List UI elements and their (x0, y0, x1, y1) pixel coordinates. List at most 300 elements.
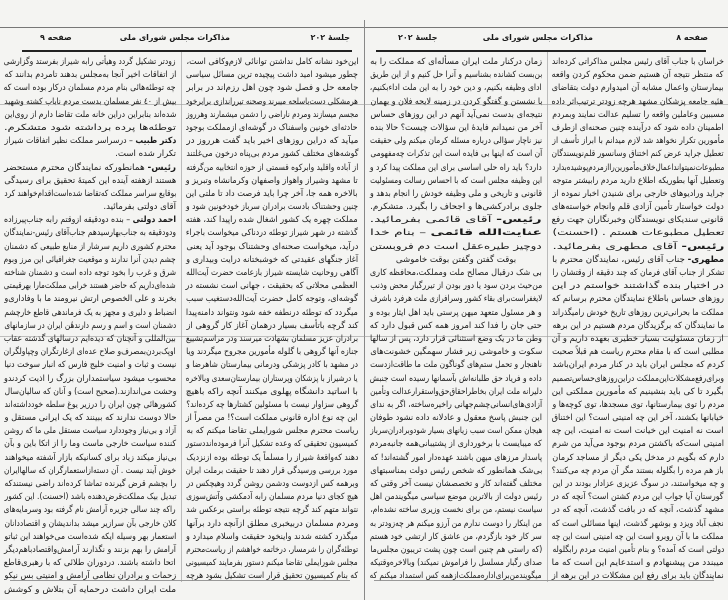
text-line (552, 570, 724, 583)
text-line (370, 109, 542, 122)
text-line (370, 491, 542, 504)
text-line (4, 504, 176, 517)
line-content: تشکر از جناب آقای فرمان که چند دقیقه از وقتشان را (551, 268, 724, 278)
text-line (552, 438, 724, 451)
line-content: دلیرانه ملت ایران بخاطراحقاق‌حق‌واستقرارعدالت وتأمین (370, 386, 542, 397)
line-content: جنازه آنها گروهی با گلوله مأمورین مجروح میگردند ویا (185, 347, 358, 358)
text-line (370, 69, 542, 82)
text-line (4, 241, 176, 254)
text-column-c (186, 56, 358, 584)
text-line (370, 267, 542, 280)
text-line (4, 320, 176, 333)
text-line (370, 346, 542, 359)
speech-text: بوقت گفتن وگفتن بوقت خاموشی (395, 254, 517, 265)
text-line (552, 320, 724, 333)
line-content: حادثه‌ای خونین واسفناک در گوشه‌ای ازمملکت بوجود (186, 122, 358, 133)
text-line (370, 359, 542, 372)
line-content: توطئه‌ها پرده برداشته شود متشکرم. (3, 122, 176, 133)
text-line (186, 491, 358, 504)
line-content: راکه چند سالی جزیره آرامش نام گرفته بود وسرمایه‌های (4, 505, 176, 516)
text-line (186, 69, 358, 82)
line-content: در مشهد با کادر پزشکی ودرمانی بیمارستان شاهرضا و (186, 360, 358, 371)
line-content: وبرای‌رفع‌مشکلات‌این‌مملکت دراین‌روزهای‌حساس‌تصمیم (551, 373, 724, 384)
line-content: سیاست نیستم، من برای نخست وزیری ساخته نشده‌ام، (369, 505, 542, 516)
speech-text: – بنده دودقیقه ازوقتم رابه جناب‌پیرزاده (4, 215, 133, 226)
text-line (186, 373, 358, 386)
line-content: رئیس دولت از بالاترین موضع سیاسی میگویندمن اهل (369, 492, 542, 503)
text-line (552, 82, 724, 95)
text-line (4, 531, 176, 544)
text-line (4, 412, 176, 425)
text-line (186, 518, 358, 531)
speech-text: – درسراسر مملکت نظیر اتفاقات شیراز (4, 136, 135, 147)
text-line (4, 518, 176, 531)
line-content: هئیه جامعه پزشکان مشهد هرچه زودتر ترتیب‌اثر داده (551, 96, 724, 107)
text-line (4, 478, 176, 491)
text-line (370, 478, 542, 491)
text-line (4, 438, 176, 451)
line-content: من‌حیث بردن سود یا دور بودن از تیررگبار محض وذنب (369, 281, 542, 292)
line-content: دولتی است که آمده؟ و بنام تأمین امنیت مردم رابگلوله (552, 544, 724, 555)
line-content: یا درشیراز با پزشکان وپرستاران بیمارستان‌سعدی وبالاخره (186, 373, 358, 384)
text-line (552, 557, 724, 570)
line-content: العظمی محلاتی که بحقیقت ، جهانی است نشسته در (186, 281, 358, 292)
text-line (370, 307, 542, 320)
text-line (552, 175, 724, 188)
text-line (552, 109, 724, 122)
line-content: چشم دیدن آنرا ندارند و موقعیت جغرافیائی این مرز وبوم (4, 254, 176, 265)
speaker-name: رئیس- (147, 162, 176, 173)
text-line (4, 452, 176, 465)
line-content: ناهنجار و تحمل ستم‌های گوناگون ملت ما طاقت‌ازدست (370, 360, 542, 371)
line-content: را بچشم قرض گیرنده تماشا کرده‌اند راضی نیستند‌که (4, 479, 176, 489)
text-line (186, 241, 358, 254)
text-line (186, 175, 358, 188)
text-line (186, 346, 358, 359)
text-line (4, 399, 176, 412)
line-content: مملکت ما با آن روبرو است این چه امنیتی است این چه (551, 531, 724, 542)
text-line (4, 425, 176, 438)
line-content: حالا دوست ندارند که ببینند که یک ایرانی مستقل و (4, 413, 176, 424)
line-content: اوپک‌بردن‌بمصرف‌و صلاح عده‌ای ازغارتگران وچپاولگران (3, 347, 176, 358)
text-line (370, 386, 542, 399)
line-content: میگویندمن‌برای‌اداره‌مملکت‌ازهمه کس استمداد میکنم که (369, 571, 542, 582)
line-content: مطبوعات‌نمیتوانداعمال‌خلاف‌مأمورین‌راازمردم‌پوشیده‌بدارد (551, 162, 724, 173)
line-content: باز هم مرده را بگلوله بستند مگر آن مردم چه می‌کنند؟ (552, 465, 724, 476)
line-content: جامعه حل و فصل شود چون اهل رزم‌اند در برابر (185, 83, 358, 94)
line-content: مطلبی است که با مقام محترم ریاست هم قبلاً صحبت (552, 347, 724, 358)
line-content: حتی جان را فدا کند امروز همه کس قبول دارد که (369, 320, 542, 331)
speech-text: آقای مطهری بفرمائید. (552, 241, 681, 252)
text-line (552, 478, 724, 491)
line-content: با اساتید دانشگاه پهلوی میکنند آنچه راکه باهیچ (185, 386, 358, 397)
top-rule (0, 27, 364, 28)
line-content: شده‌اند بنابراین دراین خانه ملت تقاضا دارم از روی‌این (3, 109, 176, 120)
page-header (20, 33, 350, 47)
line-content: ادای وظیفه بکنیم، و دین خود را به این ملت اداءبکنیم، (369, 83, 542, 94)
text-line (4, 82, 176, 95)
line-content: زمان درکنار ملت ایران مسأله‌ای که مملکت را به (369, 57, 542, 67)
line-content: بن‌بست کشانده بشناسیم و آنرا حل کنیم و از این طریق (369, 70, 542, 81)
speech-text: آقای قائمی بفرمائید. (369, 215, 497, 226)
line-content: بی‌نیاز میکند زیاد برای کسانیکه بازار آشفته میخواهند (4, 452, 176, 463)
line-content (4, 214, 176, 227)
line-content: ملت ایران داشت درحمایه آن بتلاش و کوشش (3, 584, 176, 595)
line-content: نتیجه‌ای بدست نمی‌آید آنهم در این روزهای حساس (369, 109, 542, 120)
text-line (186, 293, 358, 306)
line-content: بگیرد تا کی باید بنشینیم که مأمورین مملکتی این (552, 386, 724, 397)
line-content: این جنبش پاسخ معقول و عادلانه داده نشود طوفان (370, 413, 542, 424)
line-content: کردم که مجلس ایران باید در کنار مردم ایران‌باشد (552, 360, 724, 371)
top-rule (364, 27, 728, 28)
line-content: شده‌ای‌داریم که حاضر هستند خرابی مملکت‌مارا بهرقیمتی (4, 281, 176, 292)
speech-text: همانطورکه نمایندگان محترم مستحضر (3, 162, 148, 173)
text-line (370, 544, 542, 557)
text-line (186, 201, 358, 214)
line-content: اطمینان داده شود که درآینده چنین صحنه‌ای ازطرف (552, 122, 724, 133)
line-content: آزادی‌های‌انسانی‌چشم‌جهانی راخیره‌ساخته، اگر به ندای (370, 399, 542, 410)
line-content: که بنام کمیسیون تحقیق قرار است تشکیل بشود هرچه (186, 571, 358, 582)
line-content (552, 254, 724, 267)
text-line (552, 188, 724, 201)
line-content (396, 254, 516, 267)
text-line (552, 280, 724, 293)
text-line (4, 386, 176, 399)
text-line (370, 320, 542, 333)
line-content: گوشه‌های مختلف کشور مردم بی‌پناه درخون می‌غلتند (185, 149, 358, 160)
line-content: قانونی و تاریخی و ملی وظیفه خودش را انجام بدهد و (369, 188, 542, 199)
line-content: امنیتی است‌که باکشتن مردم بوجود می‌آید من شرم (551, 439, 724, 450)
speaker-name: عنایت‌الله قائمی (430, 228, 542, 239)
text-line (4, 56, 176, 69)
line-content: شرق و غرب را بخود توجه داده است و دشمنان شناخته (4, 268, 176, 278)
line-content: گورستان آیا جواب این مردم کشتن است؟ آنچه که در (552, 492, 724, 503)
text-line (552, 346, 724, 359)
line-content: مملکت ما بحرانی‌ترین روزهای تاریخ خودش رامیگذراند (552, 307, 724, 318)
text-line (552, 254, 724, 267)
header-rule (376, 50, 706, 52)
line-content: ودودقیقه به جناب‌بهارسیدهم جناب‌آقای رئیس-نمایندگان (3, 228, 176, 239)
line-content: جراید ورادیوهای خارجی برای شنیدن اخبار نموده از (551, 188, 724, 199)
text-column-d (4, 56, 176, 597)
page-header (378, 33, 708, 47)
line-content: برادران عزیز مسلمان بشهادت میرسند ودر مراسم‌تشییع (186, 333, 358, 344)
line-content: ریاست محترم مجلس شورایملی تقاضا میکنم که به (185, 426, 358, 437)
line-content: استعمار بهر وسیله ایکه شده‌است می‌خواهند این ثباتو (4, 531, 176, 542)
text-line (552, 412, 724, 425)
line-content: وطن ما در یک وضع استثنائی قرار دارد، پس از سالها (370, 333, 542, 344)
text-line (552, 293, 724, 306)
line-content: بین‌المللی و آنچنان که دیده‌ایم درسالهای گذشته عقاب (4, 333, 176, 344)
line-content: آقای دولتی بفرمائید. (103, 202, 176, 213)
speaker-name: دکتر طبیب (134, 136, 176, 147)
text-line (4, 359, 176, 372)
line-content: نمایندگان باید برای رفع این مشکلات در این برهه از (552, 571, 724, 582)
text-line (370, 201, 542, 214)
text-line (370, 214, 542, 227)
line-content: ومردم مسلمان دربیخبری مطلق ازآنچه دارد برآنها (185, 518, 358, 529)
text-line (552, 69, 724, 82)
line-content: کننده سیاست خارجی ماست وما را از اتکا باین و بآن (4, 439, 176, 450)
line-content: از زمان مسئولیت بسیار خطیری بعهده داریم و آن (551, 333, 724, 344)
text-line (370, 465, 542, 478)
line-content: کلان خارجی بآن سرازیر میشد بداندیشان و اقتصاددانان (4, 518, 176, 529)
line-content: میگذرد کشته شدند واینخود حقیقت واسلام میدارد و (186, 531, 358, 542)
text-line (4, 96, 176, 109)
text-line (4, 544, 176, 557)
text-column-a (552, 56, 724, 584)
line-content: گذشته در شهر شیراز توطئه دردناکی میخواست باجراء (186, 228, 358, 239)
line-content: میآید که دراین روزهای اخیر باید گفت هرروز در (185, 136, 358, 147)
line-content: وحشت می‌اندازند.(صحیح است) و آنان که سالیان‌سال (4, 386, 176, 397)
line-content: آن است که اینها بی فایده است این تذکرات چه‌مفهومی (370, 149, 542, 160)
text-line (552, 307, 724, 320)
line-content: خراسان با جناب آقای رئیس مجلس مذاکراتی کرده‌اند (551, 57, 724, 67)
line-content: این‌خود نشانه کامل نداشتن توانائی لازم‌وکافی است، (186, 57, 358, 67)
text-line (370, 227, 542, 240)
line-content: جلوی برادرکشی‌ها و اجحاف را بگیرد. متشکرم. (369, 202, 542, 213)
text-line (552, 531, 724, 544)
line-content (4, 135, 176, 148)
line-content: کند گرچه باتأسف بسیار درهمان آغاز کار گروهی از (186, 320, 358, 331)
line-content: بی شک درقبال مصالح ملت ومملکت،محافظه کاری (370, 268, 542, 278)
text-line (4, 333, 176, 346)
line-content: آرامش را بهم بزنند و نگذارند آرامش‌واقتصاد‌باهم‌دیگر (4, 544, 176, 555)
text-line (186, 557, 358, 570)
text-line (552, 491, 724, 504)
line-content: صدای رگبار مسلسل را فراموش نمیکند) وبالاخره‌وقتیکه (370, 558, 542, 569)
line-content: در اختیار بنده گذاشتند خواستم در این (551, 281, 724, 292)
text-line (552, 518, 724, 531)
speaker-name: احمد دولتی (132, 215, 176, 226)
text-line (370, 280, 542, 293)
text-line (186, 504, 358, 517)
text-line (186, 109, 358, 122)
line-content: میبندد من پیشنهادم و استدعایم این است که ما (551, 558, 724, 569)
line-content: هستند ازهفته آینده این کمیتهٔ تحقیق برای رسیدگی (4, 175, 176, 186)
text-line (552, 201, 724, 214)
line-content: بیمارستان واعمال مشابه آن امیدوارم دولت بتقاضای (552, 83, 724, 94)
page-number: صفحه ۸ (676, 33, 708, 42)
text-line (4, 293, 176, 306)
text-line (370, 557, 542, 570)
text-line (552, 122, 724, 135)
text-line (370, 122, 542, 135)
line-content: توطئه‌گران را شرمسار، درخاتمه خواهشم از ریاست‌محترم (186, 544, 358, 555)
text-line (4, 307, 176, 320)
text-line (186, 478, 358, 491)
line-content (370, 214, 542, 227)
speaker-name: رئیس- (496, 215, 542, 226)
text-line (186, 386, 358, 399)
text-line (370, 293, 542, 306)
text-line (186, 148, 358, 161)
line-content (370, 227, 542, 240)
text-line (370, 135, 542, 148)
text-line (4, 135, 176, 148)
line-content: مشهد گذشت، آنچه که در بافت گذشت، آنچه که در (551, 505, 724, 516)
text-line (4, 254, 176, 267)
text-line (370, 518, 542, 531)
text-line (370, 531, 542, 544)
line-content: نیست و ثبات و امنیت خلیج فارس که انبار سوخت دنیا (3, 360, 176, 371)
text-line (552, 359, 724, 372)
line-content: دارم که بگویم در مدخل یکی دیگر از مساجد کرمان (552, 452, 724, 463)
text-line (4, 227, 176, 240)
line-content: تکرار شده است. (115, 149, 176, 160)
text-line (552, 96, 724, 109)
line-content: که میبایست با برخورداری از پشتیبانی‌همه جانبه‌مردم (369, 439, 542, 450)
line-content: مجسم میسازند ومردم ناراضی را دشمن میشمارند وهرروز (185, 109, 358, 120)
text-line (370, 96, 542, 109)
session-number: جلسهٔ ۲۰۲ (310, 33, 350, 42)
text-line (552, 214, 724, 227)
text-line (4, 373, 176, 386)
line-content: بوقایع سراسر مملکت که‌تقاضا شده‌است‌اقدام‌خواهند کرد (3, 188, 176, 199)
text-line (552, 399, 724, 412)
line-content: این وظیفه مجلس است که با احساس رسالت ومسئولیت (370, 175, 542, 186)
text-line (4, 267, 176, 280)
text-line (370, 162, 542, 175)
text-line (186, 267, 358, 280)
line-content: محسوب میشود سیاستمداران بزرگ را اذیت کردندو (3, 373, 176, 384)
line-content: آگاهی روحانیت شایسته شیراز بازعامت حضرت آیت‌الله (185, 268, 358, 278)
line-content: پاسدار مرزهای میهن باشند عهده‌دار امور گشته‌اند! که (370, 452, 542, 463)
text-line (4, 465, 176, 478)
line-content: وبرهمه کس ازدوست ودشمن روشن گردد وهیچکس در (186, 479, 358, 489)
line-content: تعطیل مطبوعات هستم . (احسنت) (551, 228, 724, 239)
line-content: گروهی سزاوار نیست با مسئولین کشتارها چه کرده‌اند؟ (186, 399, 358, 410)
line-content: مختلف گفته‌اند کار و تخصصشان نیست آخر وقتی که (369, 479, 542, 489)
text-line (186, 333, 358, 346)
text-line (186, 162, 358, 175)
line-content: از اتفاقات اخیر آنجا به‌مجلس بدهند تامردم بدانند که (3, 70, 176, 81)
line-content: دارد؟ باید راه حلی اساسی برای این مملکت پیدا کرد و (370, 162, 542, 173)
line-content: این چه نوع اداره قانونی مملکت است؟! من مصراً از (186, 413, 358, 424)
text-line (370, 333, 542, 346)
text-line (552, 56, 724, 69)
line-content (552, 241, 724, 254)
line-content: نیز ناچار سؤالی درباره مسئله کرمان میکنم ولی حقیقت (369, 136, 542, 147)
text-line (186, 452, 358, 465)
line-content: چنین وحشتناک بادست برادران سرباز خودخونین شود و (185, 202, 358, 213)
text-line (552, 135, 724, 148)
text-line (4, 109, 176, 122)
line-content: زودتر تشکیل گردد وهیأتی رابه شیراز بفرستد وگزارشی (4, 57, 176, 67)
text-line (370, 373, 542, 386)
text-line (186, 188, 358, 201)
speech-text: جناب آقای رئیس، نمایندگان محترم با (551, 254, 688, 265)
line-content: هرمشکلی دست‌باسلحه میبرند وصحنه تیرراندازی برابرخود (186, 96, 358, 107)
text-line (186, 96, 358, 109)
line-content: چطور میشود امید داشت پیچیده ترین مسائل سیاسی (186, 70, 358, 81)
text-line (370, 175, 542, 188)
text-line (370, 188, 542, 201)
header-title: مذاکرات مجلس شورای ملی (119, 33, 230, 42)
text-line (370, 82, 542, 95)
line-content: اتحا داشته باشند. دردوران طلائی که با رهبری‌قاطع (4, 558, 176, 569)
line-content: زحمات و برادران نظامی آرامش و امنیتی بس نیکو (4, 571, 176, 582)
line-content: نتواند متهم کند گرچه نتیجه توطئه براستی برعکس شد (186, 505, 358, 516)
text-line (4, 175, 176, 188)
text-line (552, 148, 724, 161)
line-content: آغاز جنگهای عقیدتی که خوشبختانه درایت وبیداری و (186, 254, 358, 265)
line-content: دشمنان است و اسم و رسم دارندهٔن ایران در سازمانهای (4, 320, 176, 331)
line-content: و چه میخواستند، در سوگ عزیزی عزادار بودند در این (551, 479, 724, 489)
text-line (552, 452, 724, 465)
text-line (552, 465, 724, 478)
text-line (552, 544, 724, 557)
text-line (552, 227, 724, 240)
speaker-name: مطهری- (687, 254, 724, 265)
line-content: بخرند و علی الخصوص ارتش نیرومند ما با وفاداری‌و (3, 294, 176, 305)
speech-text: – بنام خدا (370, 228, 431, 239)
line-content: وتعطیل آنها بطوریکه اطلاع دارید مردم رابیشتر متوجه (552, 175, 724, 186)
text-line (552, 267, 724, 280)
text-line (186, 56, 358, 69)
line-content: تا مشهد وشیراز واهواز واصفهان وکرمانشاه وتبریز و (185, 175, 358, 186)
text-line (186, 280, 358, 293)
line-content: بیش از ٤٠ نفر مسلمان بدست مردم ناباب کشته وشهید (3, 96, 176, 107)
text-line (4, 491, 176, 504)
line-content: دهند که‌واقعهٔ شیراز را مسلماً یک توطئه بوده ازنزدیک (185, 452, 358, 463)
line-content: دوچیز طیره‌عقل است دم فروبستن (370, 241, 542, 252)
text-line (4, 214, 176, 227)
text-line (186, 438, 358, 451)
header-title: مذاکرات مجلس شورای ملی (482, 33, 593, 42)
text-line (186, 214, 358, 227)
line-content (4, 162, 176, 175)
text-line (370, 399, 542, 412)
text-line (552, 162, 724, 175)
line-content: مأمورین تکرار نخواهد شد لازم میدانم با ابراز تأسف از (552, 136, 724, 147)
text-line (370, 438, 542, 451)
text-column-b (370, 56, 542, 584)
line-content: با نشستن و گفتگو کردن در زمینه لایحه فلان و بهمان (370, 96, 542, 107)
line-content: روزهای حساس باطلاع نمایندگان محترم برسانم که (551, 294, 724, 305)
text-line (370, 241, 542, 254)
line-content: تعطیل جراید عرض کنم اختناق وسانسور قلم‌نویسندگان (551, 149, 724, 160)
line-content: ما نمایندگان که برگزیدگان مردم هستیم در این برهه (552, 320, 724, 331)
text-line (186, 425, 358, 438)
line-content: مملکت چهره یک کشور اشغال شده راپیدا کند، هفته (186, 215, 358, 226)
line-content: مورد بررسی ورسیدگی قرار دهند تا حقیقت برملت ایران (185, 465, 358, 476)
text-line (552, 504, 724, 517)
line-content: قانونی سندیکای نویسندگان وخبرنگاران جهت رفع (552, 215, 724, 226)
line-content: میگردد که توطئه درنطفه خفه شود ونتواند دامنه‌پیدا (185, 307, 358, 318)
text-line (370, 148, 542, 161)
line-content: گوشه‌ای، وتوجه کامل حضرت آیت‌الله‌دستغیب سبب (186, 294, 358, 305)
line-content: هیچ کجای دنیا مردم مسلمان رابه آدمکشی وآتش‌سوزی (186, 492, 358, 503)
line-content: چه توطئه‌هائی بنام مردم مسلمان درکار بوده است که (3, 83, 176, 94)
text-line (4, 570, 176, 583)
line-content: محترم کشوری داریم سرشار از منابع طبیعی که دشمنان (4, 241, 176, 252)
line-content: مجلس شورایملی تقاضا میکنم دستور بفرمایند کمیسیونی (185, 558, 358, 569)
text-line (370, 56, 542, 69)
text-line (4, 162, 176, 175)
text-line (186, 254, 358, 267)
text-line (4, 148, 176, 161)
line-content: بی‌شک همانطور که شخص رئیس دولت بمناسبتهای (369, 465, 542, 476)
text-line (186, 307, 358, 320)
text-line (370, 570, 542, 583)
line-content: مردم را توی بیمارستانها، توی مسجدها، توی کوچه‌ها و (552, 399, 724, 410)
line-content: دولت خواستار تأمین آزادی قلم وانجام خواسته‌های (552, 202, 724, 213)
line-content: لایغفراست‌برای بقاء کشور وسرافرازی ملت هرفرد باشرف (370, 294, 542, 305)
line-content: مسببین وعاملین واقعه را تسلیم عدالت نمایند وبمردم (551, 109, 724, 120)
text-line (4, 188, 176, 201)
session-number: جلسهٔ ۲۰۲ (398, 33, 438, 42)
